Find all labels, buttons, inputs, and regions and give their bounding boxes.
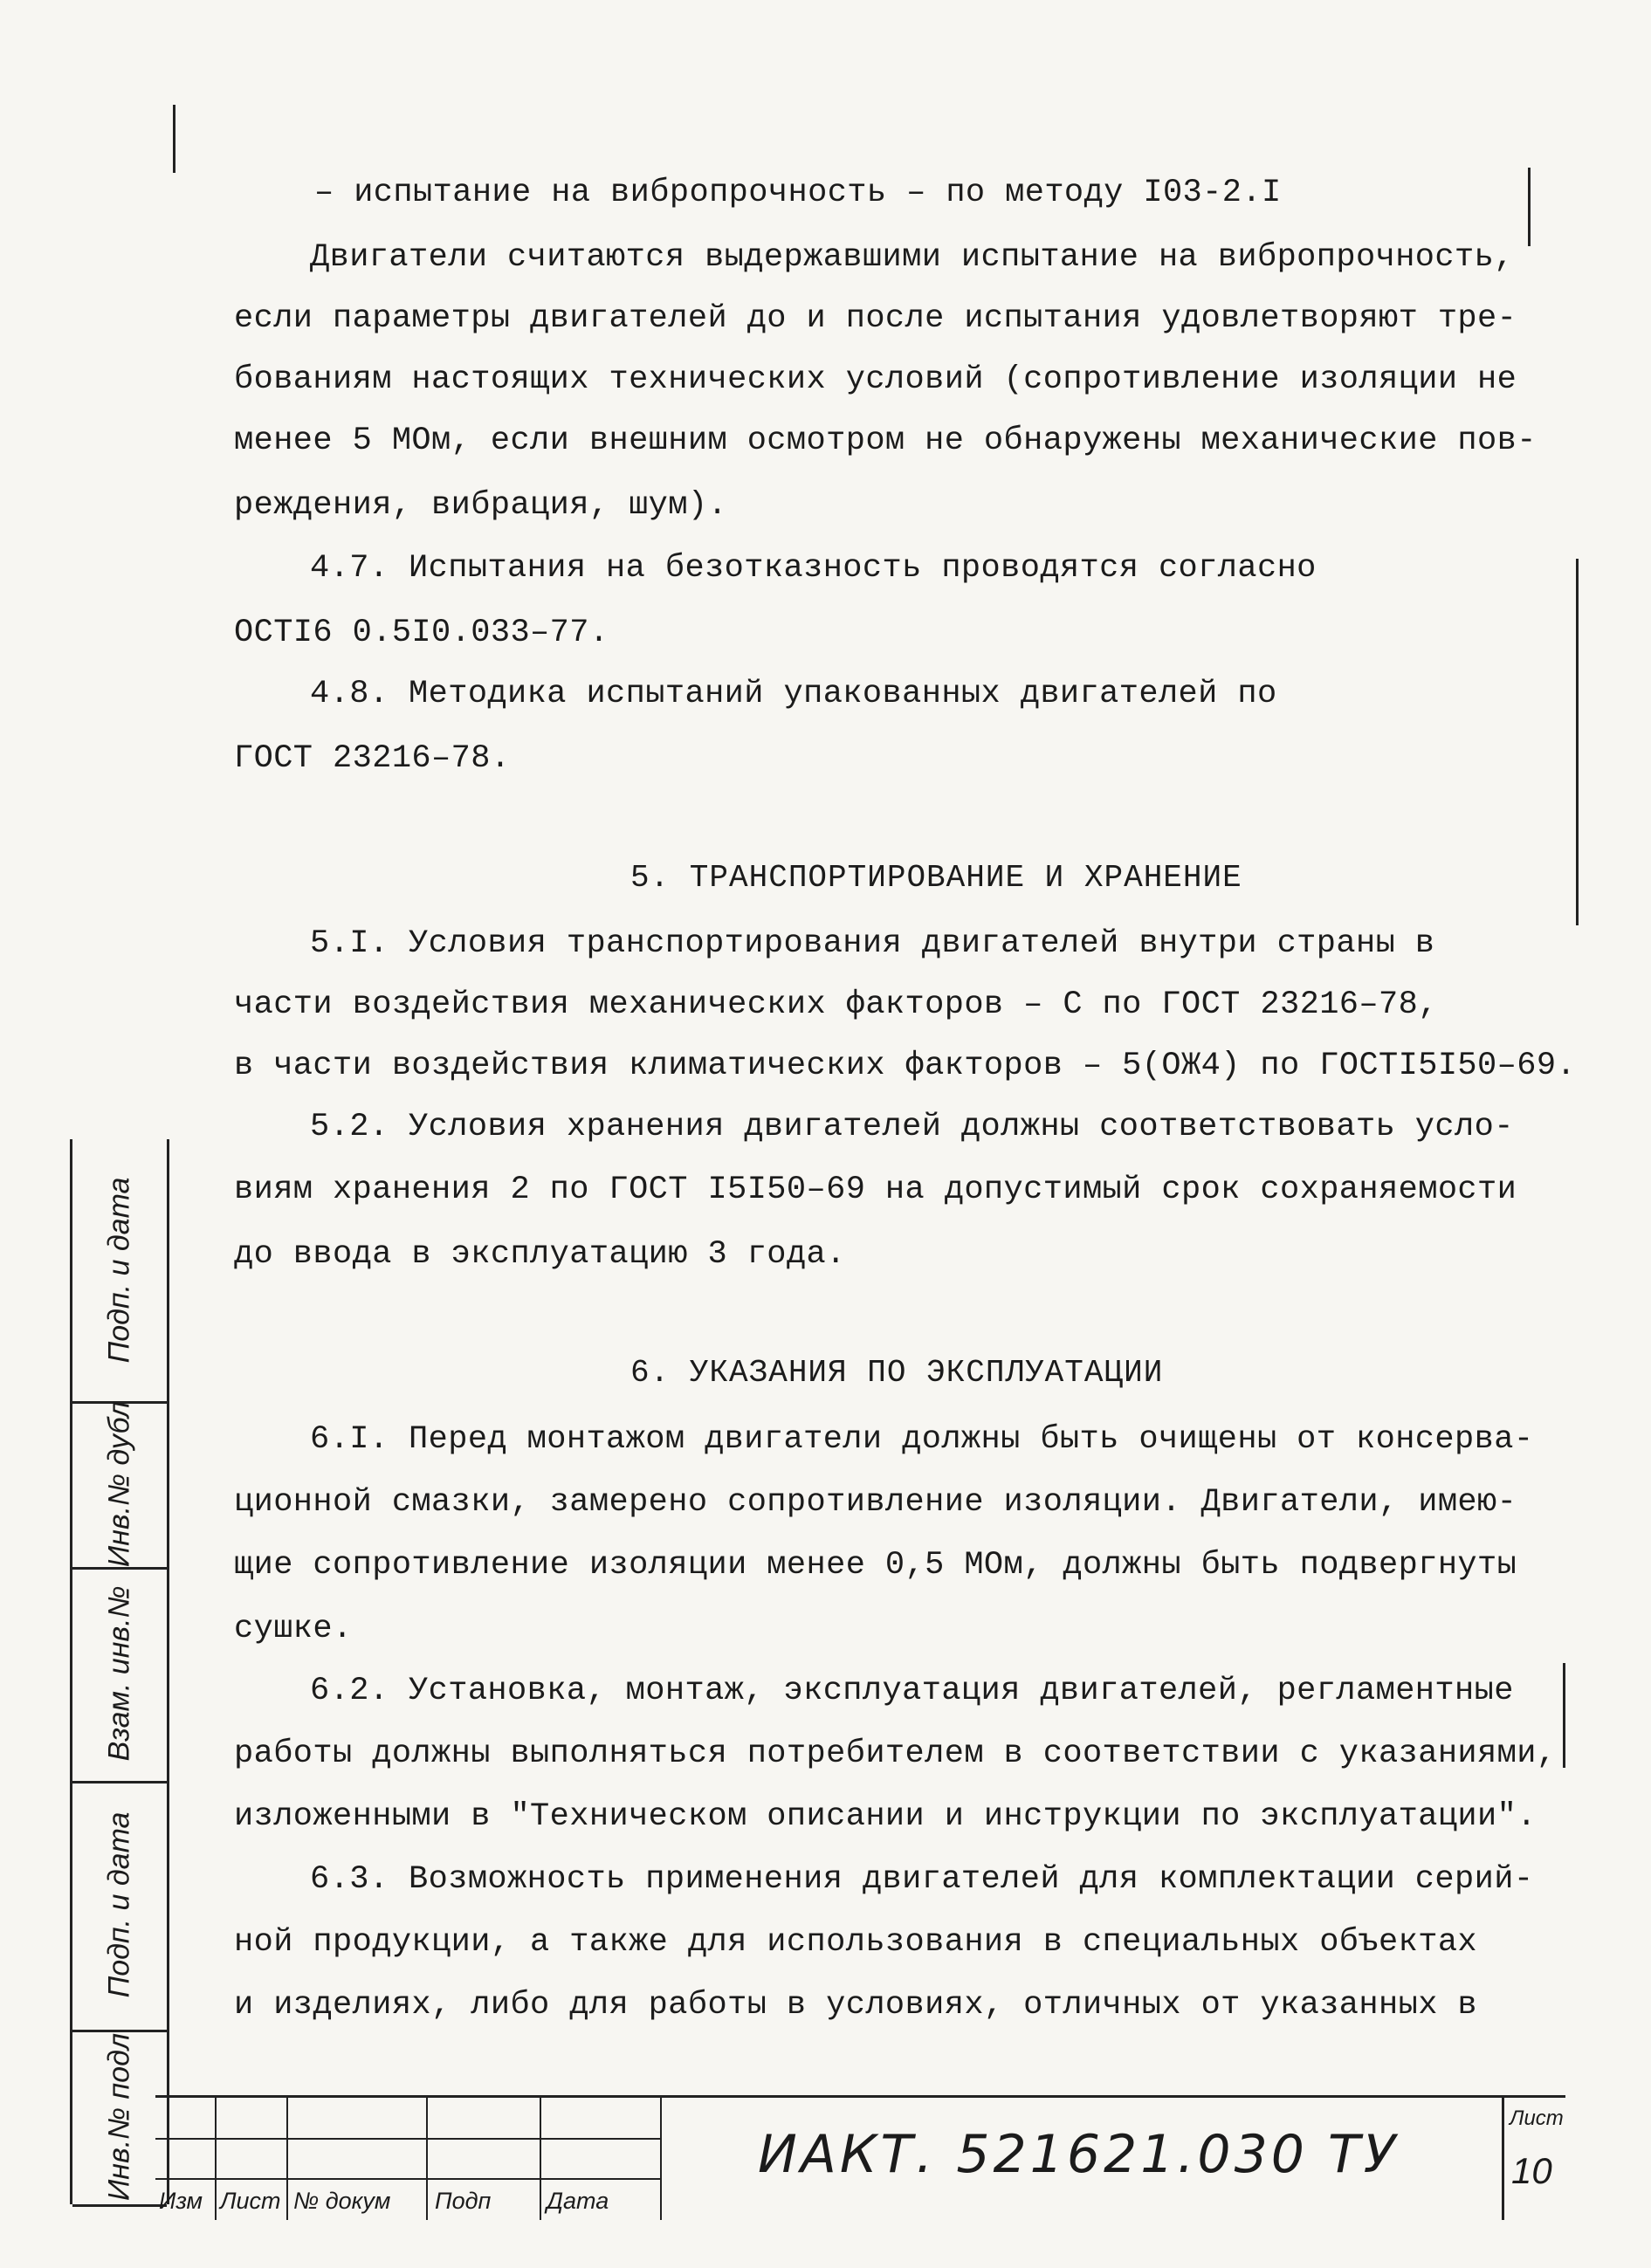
text-line: бованиям настоящих технических условий (сопротивление изоляции не <box>234 361 1517 398</box>
text-line: 4.7. Испытания на безотказность проводятся согласно <box>310 550 1317 587</box>
text-line: работы должны выполняться потребителем в соответствии с указаниями, <box>234 1735 1557 1772</box>
sheet-label: Лист <box>1510 2106 1564 2130</box>
text-line: и изделиях, либо для работы в условиях, отличных от указанных в <box>234 1987 1478 2024</box>
table-rule <box>155 2138 662 2140</box>
text-line: сушке. <box>234 1611 353 1647</box>
text-line: части воздействия механических факторов – С по ГОСТ 23216–78, <box>234 986 1438 1023</box>
text-line: ОСТI6 0.5I0.033–77. <box>234 615 609 651</box>
margin-cell <box>72 2030 167 2207</box>
table-rule <box>286 2098 288 2220</box>
margin-label-orig-inv: Инв.№ подл <box>102 2032 136 2202</box>
sheet-box <box>1502 2098 1565 2220</box>
right-edge-mark <box>1576 559 1579 925</box>
title-block <box>155 2095 1565 2220</box>
col-signature: Подп <box>435 2188 492 2214</box>
text-line: Двигатели считаются выдержавшими испытание на вибропрочность, <box>310 239 1514 276</box>
margin-stamp-column <box>70 1139 169 2204</box>
col-date: Дата <box>547 2188 609 2214</box>
margin-label-sign-date-2: Подп. и дата <box>102 1811 136 1998</box>
margin-cell <box>72 1781 167 2032</box>
text-line: 6.3. Возможность применения двигателей для комплектации серий- <box>310 1861 1534 1898</box>
right-edge-mark <box>1563 1663 1565 1768</box>
text-line: ГОСТ 23216–78. <box>234 740 511 777</box>
text-line: ной продукции, а также для использования в специальных объектах <box>234 1924 1478 1961</box>
text-line: до ввода в эксплуатацию 3 года. <box>234 1236 846 1273</box>
text-line: 6.I. Перед монтажом двигатели должны быть очищены от консерва- <box>310 1421 1534 1458</box>
text-line: менее 5 МОм, если внешним осмотром не обнаружены механические пов- <box>234 423 1537 459</box>
margin-cell <box>72 1567 167 1783</box>
text-line: в части воздействия климатических факторов – 5(ОЖ4) по ГОСТI5I50–69. <box>234 1048 1577 1084</box>
table-rule <box>215 2098 217 2220</box>
document-code: ИАКТ. 521621.030 ТУ <box>758 2124 1400 2185</box>
margin-cell <box>72 1139 167 1404</box>
section-heading: 6. УКАЗАНИЯ ПО ЭКСПЛУАТАЦИИ <box>630 1355 1164 1391</box>
text-line: – испытание на вибропрочность – по методу I03-2.I <box>314 175 1282 211</box>
revision-table <box>155 2098 662 2220</box>
right-edge-mark <box>1528 168 1531 246</box>
text-line: щие сопротивление изоляции менее 0,5 МОм, должны быть подвергнуты <box>234 1547 1517 1584</box>
table-rule <box>660 2098 662 2220</box>
text-line: 4.8. Методика испытаний упакованных двигателей по <box>310 676 1277 712</box>
section-heading: 5. ТРАНСПОРТИРОВАНИЕ И ХРАНЕНИЕ <box>630 860 1242 896</box>
margin-label-replace-inv: Взам. инв.№ <box>102 1585 136 1762</box>
text-line: 6.2. Установка, монтаж, эксплуатация двигателей, регламентные <box>310 1673 1514 1709</box>
text-line: 5.I. Условия транспортирования двигателей внутри страны в <box>310 925 1435 962</box>
table-rule <box>426 2098 428 2220</box>
text-line: изложенными в "Техническом описании и инструкции по эксплуатации". <box>234 1798 1537 1835</box>
text-line: ционной смазки, замерено сопротивление изоляции. Двигатели, имею- <box>234 1484 1517 1521</box>
sheet-number: 10 <box>1511 2150 1552 2191</box>
margin-label-sign-date: Подп. и дата <box>102 1177 136 1364</box>
margin-cell <box>72 1401 167 1570</box>
text-line: 5.2. Условия хранения двигателей должны соответствовать усло- <box>310 1109 1514 1145</box>
table-rule <box>155 2178 662 2180</box>
corner-mark <box>173 105 184 173</box>
text-line: виям хранения 2 по ГОСТ I5I50–69 на допустимый срок сохраняемости <box>234 1172 1517 1208</box>
text-line: если параметры двигателей до и после испытания удовлетворяют тре- <box>234 300 1517 337</box>
text-line: реждения, вибрация, шум). <box>234 487 728 524</box>
table-rule <box>540 2098 541 2220</box>
col-sheet: Лист <box>220 2188 281 2214</box>
col-doc-number: № докум <box>293 2188 391 2214</box>
col-revision: Изм <box>159 2188 203 2214</box>
margin-label-dup-inv: Инв.№ дубл <box>102 1400 136 1568</box>
